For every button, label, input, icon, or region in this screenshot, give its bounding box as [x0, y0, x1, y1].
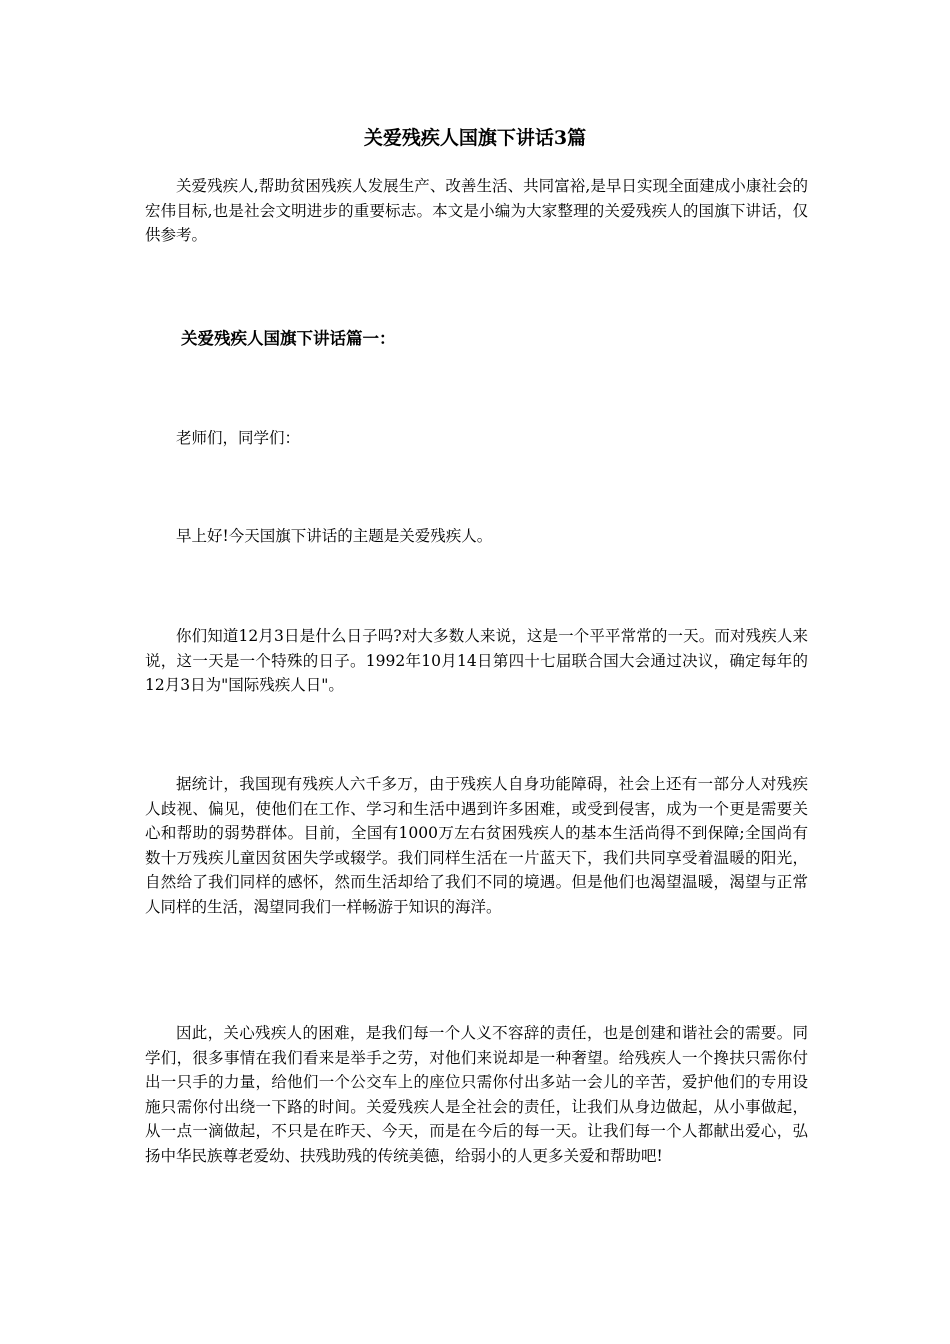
salutation: 老师们，同学们：: [176, 429, 301, 447]
body-paragraph: 据统计，我国现有残疾人六千多万，由于残疾人自身功能障碍，社会上还有一部分人对残疾人歧视、偏见，使他们在工作、学习和生活中遇到许多困难，或受到侵害，成为一个更是需要关心和帮助的弱势群体。目前，全国有1000万左右贫困残疾人的基本生活尚得不到保障;全国尚有数十万残疾儿童因贫困失学或辍学。我们同样生活在一片蓝天下，我们共同享受着温暖的阳光，自然给了我们同样的感怀，然而生活却给了我们不同的境遇。但是他们也渴望温暖，渴望与正常人同样的生活，渴望同我们一样畅游于知识的海洋。: [145, 775, 808, 916]
body-paragraph: 你们知道12月3日是什么日子吗?对大多数人来说，这是一个平平常常的一天。而对残疾人来说，这一天是一个特殊的日子。1992年10月14日第四十七届联合国大会通过决议，确定每年的12月3日为"国际残疾人日"。: [145, 627, 808, 694]
body-paragraph: 因此，关心残疾人的困难，是我们每一个人义不容辞的责任，也是创建和谐社会的需要。同学们，很多事情在我们看来是举手之劳，对他们来说却是一种奢望。给残疾人一个搀扶只需你付出一只手的力量，给他们一个公交车上的座位只需你付出多站一会儿的辛苦，爱护他们的专用设施只需你付出绕一下路的时间。关爱残疾人是全社会的责任，让我们从身边做起，从小事做起，从一点一滴做起，不只是在昨天、今天，而是在今后的每一天。让我们每一个人都献出爱心，弘扬中华民族尊老爱幼、扶残助残的传统美德，给弱小的人更多关爱和帮助吧!: [145, 1024, 808, 1165]
section-heading: 关爱残疾人国旗下讲话篇一：: [181, 329, 396, 348]
greeting-paragraph: 早上好!今天国旗下讲话的主题是关爱残疾人。: [176, 527, 493, 545]
document-title: 关爱残疾人国旗下讲话3篇: [363, 127, 587, 149]
intro-paragraph: 关爱残疾人,帮助贫困残疾人发展生产、改善生活、共同富裕,是早日实现全面建成小康社会的宏伟目标,也是社会文明进步的重要标志。本文是小编为大家整理的关爱残疾人的国旗下讲话，仅供参考。: [145, 177, 808, 244]
